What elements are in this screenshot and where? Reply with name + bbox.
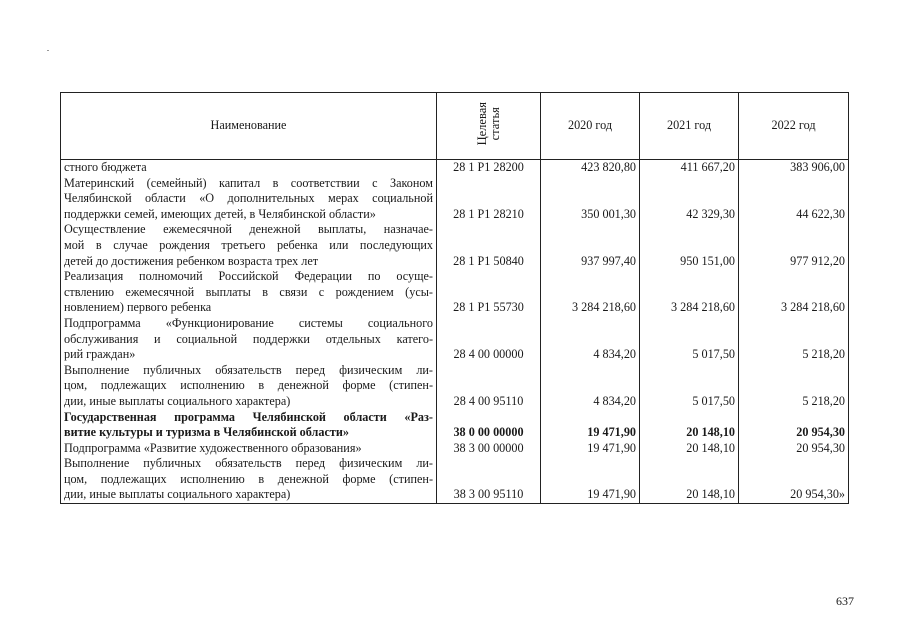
row-code: 38 3 00 95110 [437, 456, 541, 503]
row-value-2022: 20 954,30 [739, 441, 849, 457]
row-code: 38 3 00 00000 [437, 441, 541, 457]
row-name-line: ствлению ежемесячной выплаты в связи с рождением (усы- [64, 284, 433, 299]
table-row [61, 410, 849, 441]
table-row [61, 456, 849, 503]
row-value-2021: 5 017,50 [640, 363, 739, 410]
table-row [61, 363, 849, 410]
row-name [61, 410, 437, 441]
header-code [437, 93, 541, 160]
header-name: Наименование [61, 93, 437, 160]
row-name-line: стного бюджета [64, 160, 147, 174]
header-code-line-1: Целевая [474, 102, 489, 146]
row-name-line: Реализация полномочий Российской Федерации по осуще- [64, 269, 433, 284]
row-name-line: поддержки семей, имеющих детей, в Челябинской области» [64, 206, 376, 221]
table-header-row [61, 93, 849, 160]
row-name-line: дии, иные выплаты социального характера) [64, 487, 291, 502]
row-name [61, 363, 437, 410]
row-name-line: Челябинской области «О дополнительных мерах социальной [64, 191, 433, 206]
row-name-line: обслуживания и социальной поддержки отдельных катего- [64, 331, 433, 346]
row-name-line: мой в случае рождения третьего ребенка или последующих [64, 237, 433, 252]
page-number: 637 [836, 594, 854, 608]
row-value-2021: 5 017,50 [640, 316, 739, 363]
row-value-2020: 350 001,30 [541, 176, 640, 223]
row-name-line: новлением) первого ребенка [64, 300, 212, 315]
row-code: 28 4 00 95110 [437, 363, 541, 410]
header-2022: 2022 год [739, 93, 849, 160]
row-name-line: Выполнение публичных обязательств перед физическим ли- [64, 456, 433, 471]
row-code: 28 1 P1 50840 [437, 222, 541, 269]
row-name-line: Материнский (семейный) капитал в соответствии с Законом [64, 175, 433, 190]
row-value-2020: 19 471,90 [541, 410, 640, 441]
row-value-2021: 42 329,30 [640, 176, 739, 223]
budget-table [60, 92, 849, 504]
row-value-2020: 423 820,80 [541, 160, 640, 176]
row-value-2020: 3 284 218,60 [541, 269, 640, 316]
header-2020: 2020 год [541, 93, 640, 160]
row-name-line: цом, подлежащих исполнению в денежной форме (стипен- [64, 471, 433, 486]
row-value-2021: 20 148,10 [640, 410, 739, 441]
row-code: 28 4 00 00000 [437, 316, 541, 363]
header-code-text [476, 102, 502, 145]
row-value-2020: 4 834,20 [541, 363, 640, 410]
row-code: 38 0 00 00000 [437, 410, 541, 441]
row-name-line: Осуществление ежемесячной денежной выплаты, назначае- [64, 222, 433, 237]
row-value-2022: 3 284 218,60 [739, 269, 849, 316]
row-value-2021: 20 148,10 [640, 456, 739, 503]
row-value-2020: 4 834,20 [541, 316, 640, 363]
row-name-line: Выполнение публичных обязательств перед физическим ли- [64, 362, 433, 377]
row-name [61, 222, 437, 269]
row-name [61, 269, 437, 316]
table-row [61, 160, 849, 176]
row-value-2021: 3 284 218,60 [640, 269, 739, 316]
row-name [61, 176, 437, 223]
row-value-2022: 20 954,30» [739, 456, 849, 503]
row-name [61, 316, 437, 363]
row-code: 28 1 P1 55730 [437, 269, 541, 316]
scan-speck [47, 50, 49, 51]
row-name-line: Подпрограмма «Развитие художественного образования» [64, 440, 362, 455]
row-name-line: Государственная программа Челябинской области «Раз- [64, 409, 433, 424]
row-code: 28 1 P1 28200 [437, 160, 541, 176]
table-body [61, 160, 849, 504]
row-value-2021: 411 667,20 [640, 160, 739, 176]
row-name-line: рий граждан» [64, 347, 136, 362]
header-2021: 2021 год [640, 93, 739, 160]
row-name-line: дии, иные выплаты социального характера) [64, 393, 291, 408]
row-value-2022: 44 622,30 [739, 176, 849, 223]
row-value-2022: 5 218,20 [739, 363, 849, 410]
row-name-line: детей до достижения ребенком возраста трех лет [64, 253, 319, 268]
row-name [61, 456, 437, 503]
header-code-line-2: статья [487, 107, 502, 141]
row-name [61, 441, 437, 457]
row-value-2022: 977 912,20 [739, 222, 849, 269]
table-row [61, 441, 849, 457]
row-name-line: Подпрограмма «Функционирование системы социального [64, 315, 433, 330]
table-row [61, 316, 849, 363]
row-value-2022: 20 954,30 [739, 410, 849, 441]
table-row [61, 269, 849, 316]
row-value-2022: 383 906,00 [739, 160, 849, 176]
row-value-2021: 20 148,10 [640, 441, 739, 457]
row-value-2020: 19 471,90 [541, 441, 640, 457]
table-row [61, 176, 849, 223]
row-value-2020: 19 471,90 [541, 456, 640, 503]
row-value-2022: 5 218,20 [739, 316, 849, 363]
row-value-2020: 937 997,40 [541, 222, 640, 269]
row-name-line: витие культуры и туризма в Челябинской области» [64, 425, 349, 440]
row-name [61, 160, 437, 176]
table-row [61, 222, 849, 269]
row-value-2021: 950 151,00 [640, 222, 739, 269]
row-name-line: цом, подлежащих исполнению в денежной форме (стипен- [64, 378, 433, 393]
row-code: 28 1 P1 28210 [437, 176, 541, 223]
